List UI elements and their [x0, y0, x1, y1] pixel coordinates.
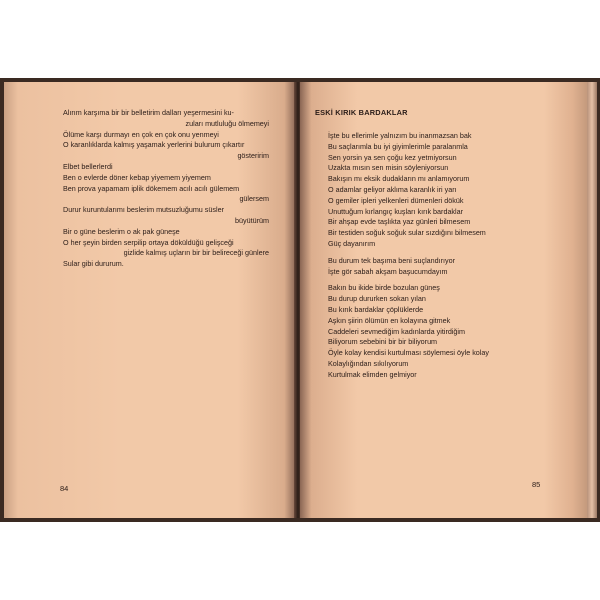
poem-line: Durur kuruntularımı beslerim mutsuzluğumu süsler [63, 205, 224, 215]
poem-line: gizlide kalmış uçların bir bir belireceği günlere [123, 248, 269, 258]
poem-line: İşte bu ellerimle yalnızım bu inanmazsan bak [328, 131, 472, 140]
poem-line: Bu kırık bardaklar çöplüklerde [328, 304, 424, 314]
poem-line: Kurtulmak elimden gelmiyor [328, 369, 417, 379]
poem-line: Kolaylığından sıkılıyorum [328, 358, 409, 368]
right-page-number: 85 [532, 480, 541, 489]
poem-line: Ben prova yapamam iplik dökemem acılı acılı gülemem [63, 183, 240, 193]
left-page-poem [63, 108, 269, 270]
poem-line: Bakışın mı eksik dudakların mı anlamıyorum [328, 174, 470, 184]
poem-line: Biliyorum sebebini bir bir biliyorum [328, 337, 438, 347]
poem-line: Bu durum tek başıma beni suçlandırıyor [328, 255, 456, 265]
poem-line: büyütürüm [235, 215, 269, 225]
poem-line: Bakın bu ikide birde bozulan güneş [328, 283, 440, 293]
poem-line: Bir ahşap evde taşlıkta yaz günleri bilmesem [328, 217, 471, 227]
poem-title: ESKİ KIRIK BARDAKLAR [315, 108, 408, 117]
poem-line: Uzakta mısın sen misin söyleniyorsun [328, 163, 449, 173]
page-edge [587, 82, 597, 518]
poem-line: Unuttuğum kırlangıç kuşları kırık bardaklar [328, 206, 464, 216]
poem-line: O gemiler ipleri yelkenleri dümenleri dökük [328, 195, 464, 205]
poem-line: Sular gibi dururum. [63, 259, 124, 269]
poem-line: Ölüme karşı durmayı en çok en çok onu yenmeyi [63, 129, 219, 139]
poem-line: Ben o evlerde döner kebap yiyemem yiyemem [63, 172, 211, 182]
poem-line: Bu saçlarımla bu iyi giyimlerimle paralanmla [328, 141, 468, 151]
poem-line: Aşkın şiirin ölümün en kolayına gitmek [328, 315, 451, 325]
poem-line: Elbet bellerlerdi [63, 161, 113, 171]
poem-line: Öyle kolay kendisi kurtulması söylemesi öyle kolay [328, 348, 489, 358]
poem-line: Bir testiden soğuk soğuk sular sızdığını bilmesem [328, 228, 486, 238]
poem-line: zuları mutluluğu ölmemeyi [185, 118, 269, 128]
poem-line: Bu durup dururken sokan yılan [328, 294, 426, 304]
poem-line: O her şeyin birden serpilip ortaya döküldüğü gelişceği [63, 237, 234, 247]
poem-line: Bir o güne beslerim o ak pak güneşe [63, 226, 180, 236]
poem-line: Sen yorsin ya sen çoğu kez yetmiyorsun [328, 152, 457, 162]
poem-line: Alırım karşıma bir bir belletirim dalları yeşermesini ku- [63, 108, 234, 117]
poem-line: gösteririm [237, 151, 269, 161]
poem-line: gülersem [239, 194, 269, 204]
poem-line: İşte gör sabah akşam başucumdayım [328, 266, 448, 276]
left-page-number: 84 [60, 484, 69, 493]
poem-line: Caddeleri sevmediğim kadınlarda yitirdiğim [328, 326, 466, 336]
poem-line: Güç dayanırım [328, 238, 376, 248]
poem-line: O karanlıklarda kalmış yaşamak yerlerini bulurum çıkartır [63, 140, 245, 150]
right-page-poem [328, 131, 568, 381]
poem-line: O adamlar geliyor aklıma karanlık iri yarı [328, 184, 457, 194]
